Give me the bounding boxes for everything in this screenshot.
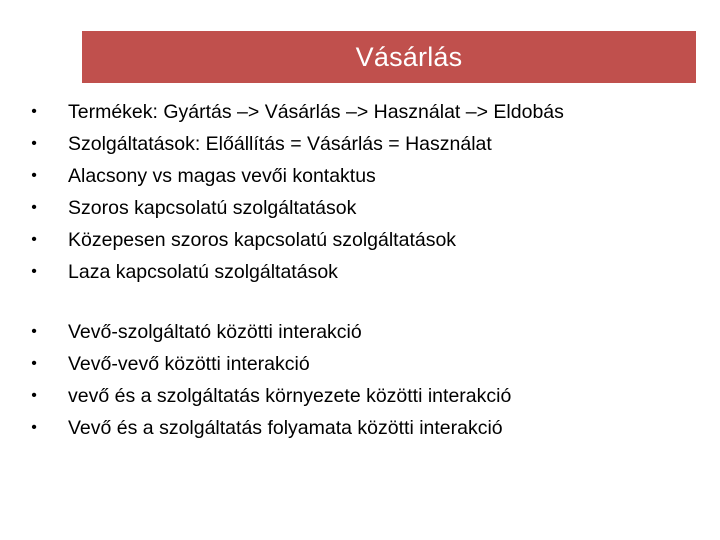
bullet-icon: •: [31, 387, 37, 404]
bullet-icon: •: [31, 323, 37, 340]
bullet-icon: •: [31, 231, 37, 248]
bullet-icon: •: [31, 355, 37, 372]
bullet-text: Vevő-szolgáltató közötti interakció: [68, 321, 362, 343]
bullet-text: vevő és a szolgáltatás környezete közötti interakció: [68, 385, 512, 407]
bullet-icon: •: [31, 135, 37, 152]
title-bar: [82, 31, 696, 83]
bullet-text: Termékek: Gyártás –> Vásárlás –> Használat –> Eldobás: [68, 101, 564, 123]
bullet-icon: •: [31, 419, 37, 436]
bullet-text: Vevő-vevő közötti interakció: [68, 353, 310, 375]
slide-title: Vásárlás: [355, 41, 463, 72]
bullet-icon: •: [31, 103, 37, 120]
bullet-text: Szoros kapcsolatú szolgáltatások: [68, 197, 357, 219]
bullet-text: Vevő és a szolgáltatás folyamata közötti interakció: [68, 417, 503, 439]
bullet-text: Közepesen szoros kapcsolatú szolgáltatások: [68, 229, 457, 251]
bullet-text: Laza kapcsolatú szolgáltatások: [68, 261, 338, 283]
bullet-icon: •: [31, 199, 37, 216]
bullet-icon: •: [31, 263, 37, 280]
bullet-text: Szolgáltatások: Előállítás = Vásárlás = Használat: [68, 133, 492, 155]
bullet-icon: •: [31, 167, 37, 184]
bullet-text: Alacsony vs magas vevői kontaktus: [68, 165, 376, 187]
